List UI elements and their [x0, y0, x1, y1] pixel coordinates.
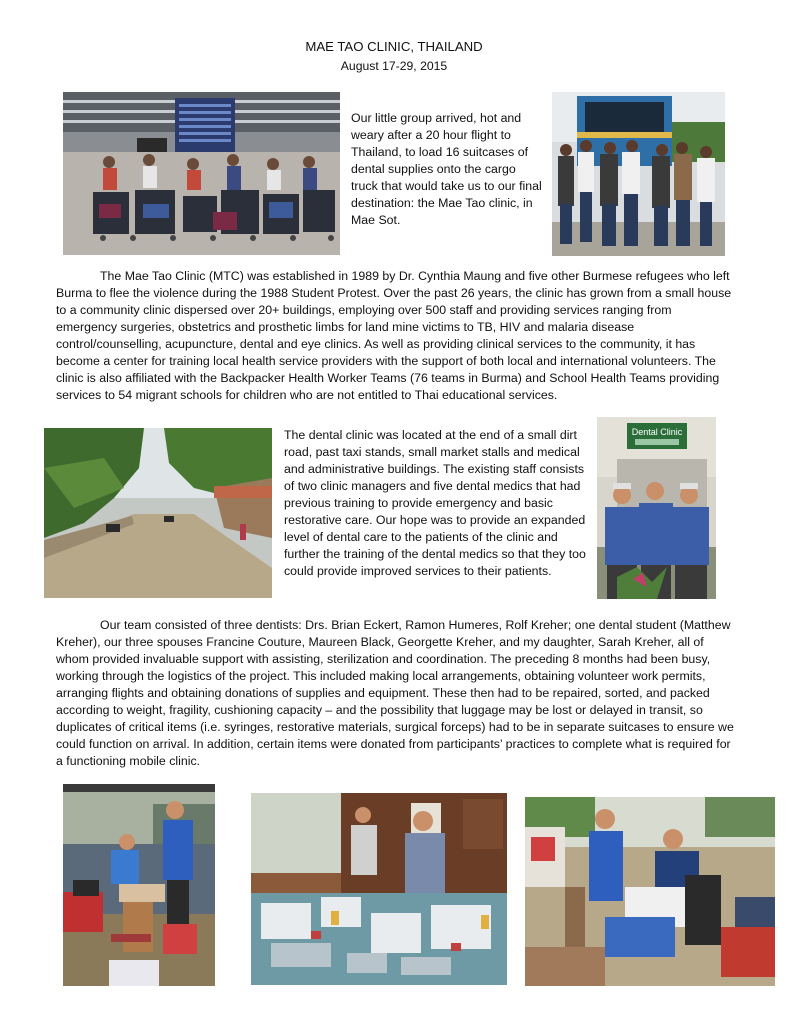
airport-luggage-photo	[63, 92, 340, 255]
arrival-paragraph: Our little group arrived, hot and weary after a 20 hour flight to Thailand, to load 16 suitcases of dental supplies onto the cargo truck that would take us to our final destination: the Mae Tao clinic, in Mae Sot.	[351, 111, 542, 227]
dental-clinic-paragraph: The dental clinic was located at the end of a small dirt road, past taxi stands, small market stalls and medical and administrative buildings. The existing staff consists of two clinic managers and five dental medics that had previous training to provide emergency and basic restorative care. Our hope was to provide an expanded level of dental care to the patients of the clinic and further the training of the dental medics so that they too could provide improved services to their patients.	[284, 428, 586, 578]
dirt-road-photo	[44, 428, 272, 598]
dental-clinic-sign: Dental Clinic	[631, 427, 683, 437]
team-paragraph: Our team consisted of three dentists: Drs. Brian Eckert, Ramon Humeres, Rolf Kreher; one dental student (Matthew Kreher), our three spouses Francine Couture, Maureen Black, Georgette Kreher, and my daughter, Sarah Kreher, all of whom provided invaluable support with assisting, sterilization and coordination. The preceding 8 months had been busy, working through the logistics of the project. This included making local arrangements, obtaining volunteer work permits, arranging flights and obtaining donations of supplies and equipment. These then had to be repaired, sorted, and packed according to weight, fragility, cushioning capacity – and the possibility that luggage may be lost or delayed in transit, so duplicates of critical items (i.e. syringes, restorative materials, surgical forceps) had to be in separate suitcases to ensure we could function on arrival. In addition, certain items were donated from participants’ practices to complete what is required for a functioning mobile clinic.	[56, 618, 734, 768]
patient-treatment-photo	[63, 784, 215, 986]
page-title: MAE TAO CLINIC, THAILAND	[305, 39, 483, 54]
group-truck-photo	[552, 92, 725, 256]
dental-team-photo	[597, 417, 716, 599]
page-dates: August 17-29, 2015	[340, 59, 448, 73]
clinic-history-paragraph: The Mae Tao Clinic (MTC) was established in 1989 by Dr. Cynthia Maung and five other Burmese refugees who left Burma to flee the violence during the 1988 Student Protest. Over the past 26 years, the clinic has grown from a small house to a community clinic dispersed over 20+ buildings, employing over 500 staff and providing services ranging from emergency surgeries, obstetrics and prosthetic limbs for land mine victims to TB, HIV and malaria disease control/counselling, acupuncture, dental and eye clinics. As well as providing clinical services to the community, it has become a center for training local health service providers with the support of both local and international volunteers. The clinic is also affiliated with the Backpacker Health Worker Teams (76 teams in Burma) and School Health Teams providing services to 54 migrant schools for children who are not entitled to Thai educational services.	[56, 269, 732, 402]
supplies-table-photo	[251, 793, 507, 985]
treatment-progress-photo	[525, 797, 775, 986]
